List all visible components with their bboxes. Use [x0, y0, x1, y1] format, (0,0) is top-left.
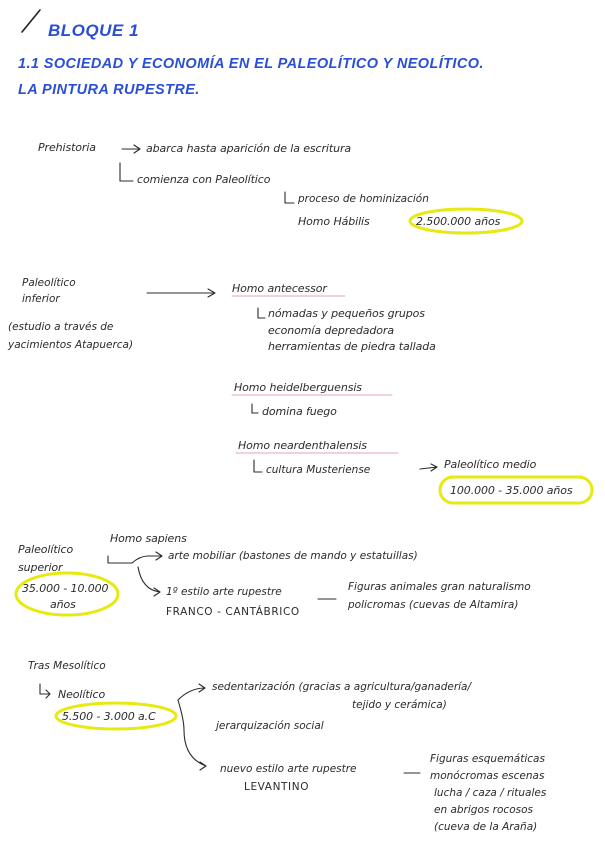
paleolitico-inferior-label-1: Paleolítico	[22, 277, 76, 289]
levantino: LEVANTINO	[244, 781, 310, 793]
franco-cantabrico: FRANCO - CANTÁBRICO	[166, 606, 300, 618]
atapuerca-note-1: (estudio a través de	[8, 321, 114, 333]
franco-cantabrico-desc-2: policromas (cuevas de Altamira)	[348, 599, 519, 611]
homo-heidelbergensis: Homo heidelberguensis	[234, 381, 362, 394]
paleolitico-superior-date-1: 35.000 - 10.000	[22, 582, 109, 595]
musteriense-culture: cultura Musteriense	[266, 464, 371, 476]
levantino-desc-5: (cueva de la Araña)	[434, 821, 538, 833]
heidelbergensis-item-1: domina fuego	[262, 405, 337, 418]
page-title: BLOQUE 1	[48, 21, 139, 40]
first-rock-art-style: 1º estilo arte rupestre	[166, 586, 282, 598]
homo-habilis-date: 2.500.000 años	[416, 215, 501, 228]
antecessor-item-2: economía depredadora	[268, 324, 394, 337]
homo-neanderthalensis: Homo neardenthalensis	[238, 439, 367, 452]
homo-habilis-label: Homo Hábilis	[298, 215, 370, 228]
prehistoria-start: comienza con Paleolítico	[137, 173, 271, 186]
paleolitico-superior-label-1: Paleolítico	[18, 543, 74, 556]
homo-sapiens: Homo sapiens	[110, 532, 187, 545]
paleolitico-superior-label-2: superior	[18, 561, 63, 574]
levantino-desc-3: lucha / caza / rituales	[434, 787, 547, 799]
tras-mesolitico: Tras Mesolítico	[28, 660, 106, 672]
prehistoria-definition: abarca hasta aparición de la escritura	[146, 142, 352, 155]
paleolitico-superior-date-2: años	[50, 598, 76, 611]
sedentarizacion-2: tejido y cerámica)	[352, 699, 447, 711]
new-rock-art-style: nuevo estilo arte rupestre	[220, 763, 357, 775]
atapuerca-note-2: yacimientos Atapuerca)	[8, 339, 134, 351]
arte-mobiliar: arte mobiliar (bastones de mando y estatuillas)	[168, 550, 418, 562]
paleolitico-medio-date: 100.000 - 35.000 años	[450, 484, 573, 497]
prehistoria-label: Prehistoria	[38, 141, 96, 154]
hominization-process: proceso de hominización	[298, 193, 429, 205]
neolitico-date: 5.500 - 3.000 a.C	[62, 710, 156, 723]
antecessor-item-1: nómadas y pequeños grupos	[268, 307, 425, 320]
levantino-desc-4: en abrigos rocosos	[434, 804, 533, 816]
franco-cantabrico-desc-1: Figuras animales gran naturalismo	[348, 581, 531, 593]
levantino-desc-1: Figuras esquemáticas	[430, 753, 545, 765]
neolitico-label: Neolítico	[58, 688, 106, 701]
jerarquizacion-social: jerarquización social	[216, 720, 324, 732]
paleolitico-medio: Paleolítico medio	[444, 458, 537, 471]
section-heading-line-1: 1.1 SOCIEDAD Y ECONOMÍA EN EL PALEOLÍTICO Y NEOLÍTICO.	[18, 56, 484, 72]
sedentarizacion-1: sedentarización (gracias a agricultura/ganadería/	[212, 681, 472, 693]
section-heading-line-2: LA PINTURA RUPESTRE.	[18, 82, 200, 98]
paleolitico-inferior-label-2: inferior	[22, 293, 60, 305]
homo-antecessor: Homo antecessor	[232, 282, 327, 295]
levantino-desc-2: monócromas escenas	[430, 770, 545, 782]
antecessor-item-3: herramientas de piedra tallada	[268, 340, 436, 353]
